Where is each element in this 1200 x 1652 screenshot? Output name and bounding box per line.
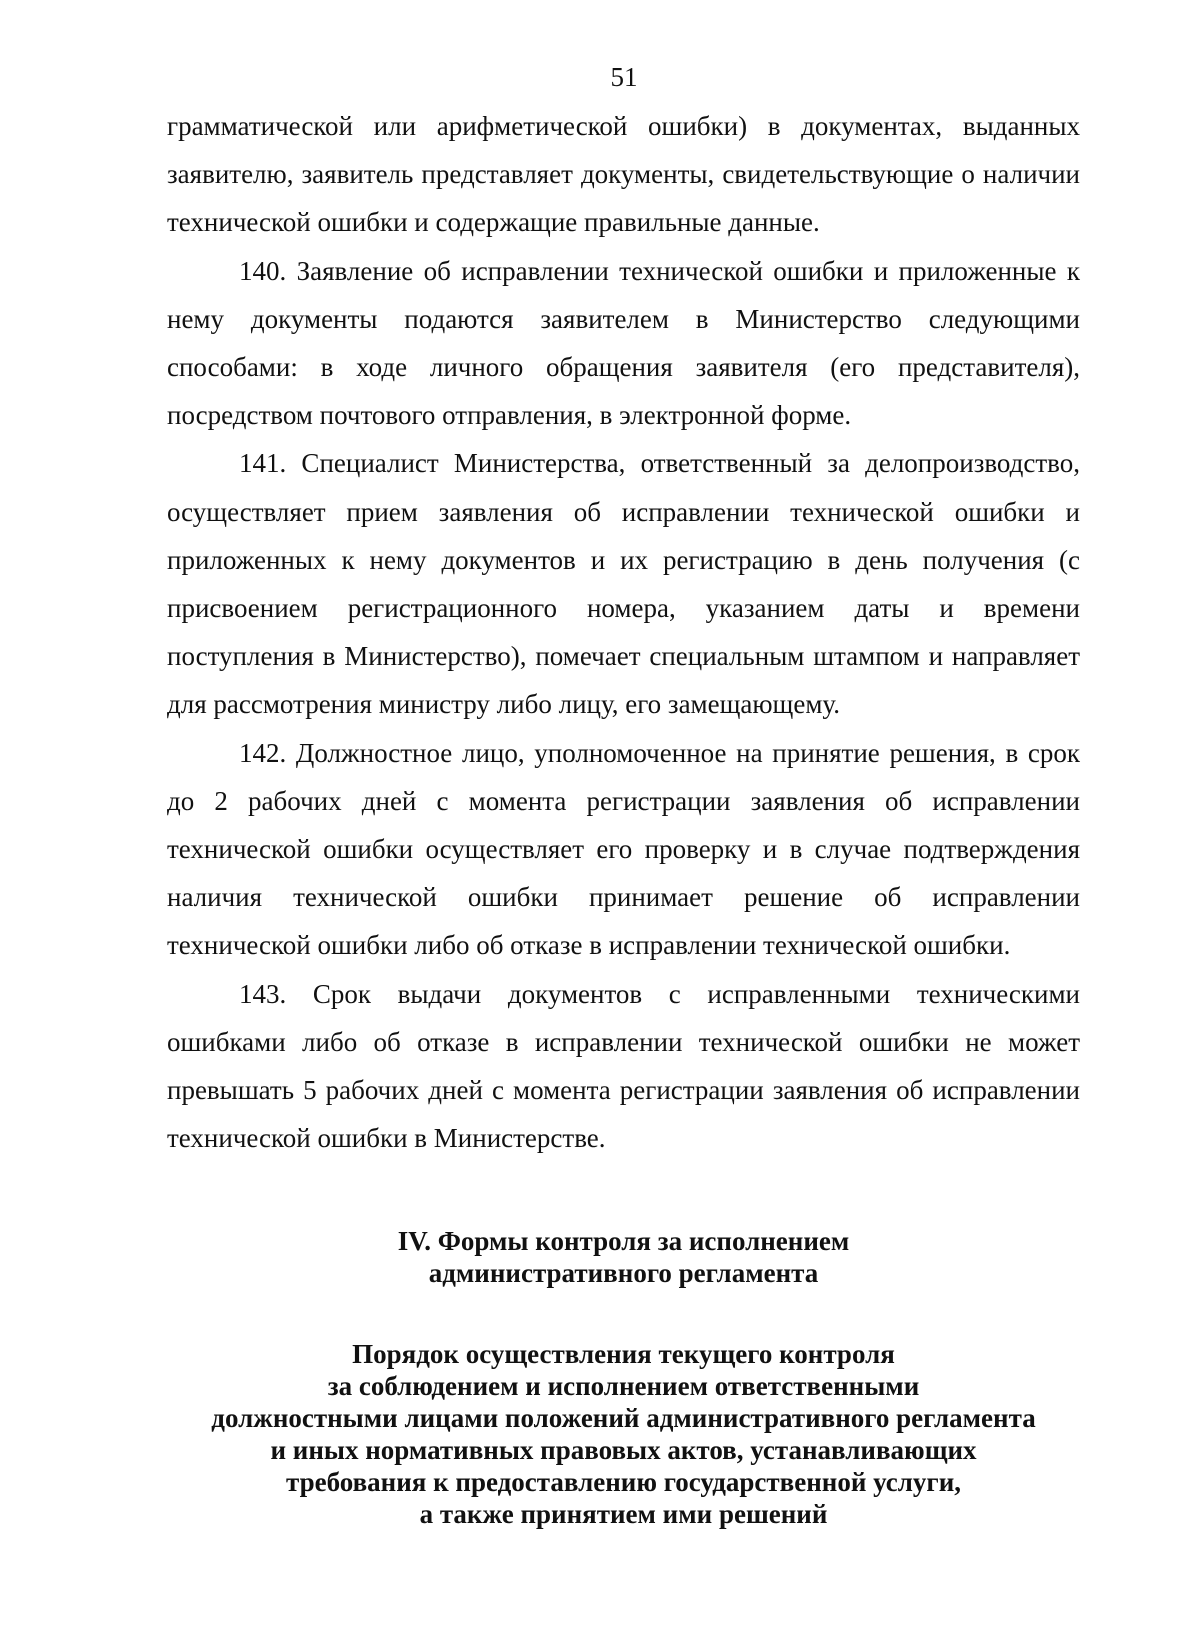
body-text <box>167 102 1080 1162</box>
subsection-heading <box>167 1338 1080 1530</box>
page-number: 51 <box>610 62 638 92</box>
subsection-heading-line: Порядок осуществления текущего контроля <box>352 1339 895 1369</box>
subsection-heading-line: а также принятием ими решений <box>419 1499 828 1529</box>
paragraph-140: 140. Заявление об исправлении технической ошибки и приложенные к нему документы подаются заявителем в Министерство следующими способами: в ходе личного обращения заявителя (его представителя), посредством почтового отправления, в электронной форме. <box>167 255 1080 431</box>
paragraph-continuation: грамматической или арифметической ошибки) в документах, выданных заявителю, заявитель представляет документы, свидетельствующие о наличии технической ошибки и содержащие правильные данные. <box>167 111 1080 238</box>
paragraph-141: 141. Специалист Министерства, ответственный за делопроизводство, осуществляет прием заявления об исправлении технической ошибки и приложенных к нему документов и их регистрацию в день получения (с присвоением регистрационного номера, указанием даты и времени поступления в Министерство), помечает специальным штампом и направляет для рассмотрения министру либо лицу, его замещающему. <box>167 448 1080 720</box>
section-heading-line: административного регламента <box>428 1258 819 1288</box>
subsection-heading-line: должностными лицами положений административного регламента <box>211 1403 1036 1433</box>
paragraph-143: 143. Срок выдачи документов с исправленными техническими ошибками либо об отказе в исправлении технической ошибки не может превышать 5 рабочих дней с момента регистрации заявления об исправлении технической ошибки в Министерстве. <box>167 978 1080 1154</box>
subsection-heading-line: и иных нормативных правовых актов, устанавливающих <box>270 1435 977 1465</box>
section-heading <box>167 1225 1080 1289</box>
paragraph-142: 142. Должностное лицо, уполномоченное на принятие решения, в срок до 2 рабочих дней с момента регистрации заявления об исправлении технической ошибки осуществляет его проверку и в случае подтверждения наличия технической ошибки принимает решение об исправлении технической ошибки либо об отказе в исправлении технической ошибки. <box>167 737 1080 961</box>
subsection-heading-line: за соблюдением и исполнением ответственными <box>327 1371 920 1401</box>
subsection-heading-line: требования к предоставлению государственной услуги, <box>286 1467 961 1497</box>
section-heading-line: IV. Формы контроля за исполнением <box>397 1226 850 1256</box>
